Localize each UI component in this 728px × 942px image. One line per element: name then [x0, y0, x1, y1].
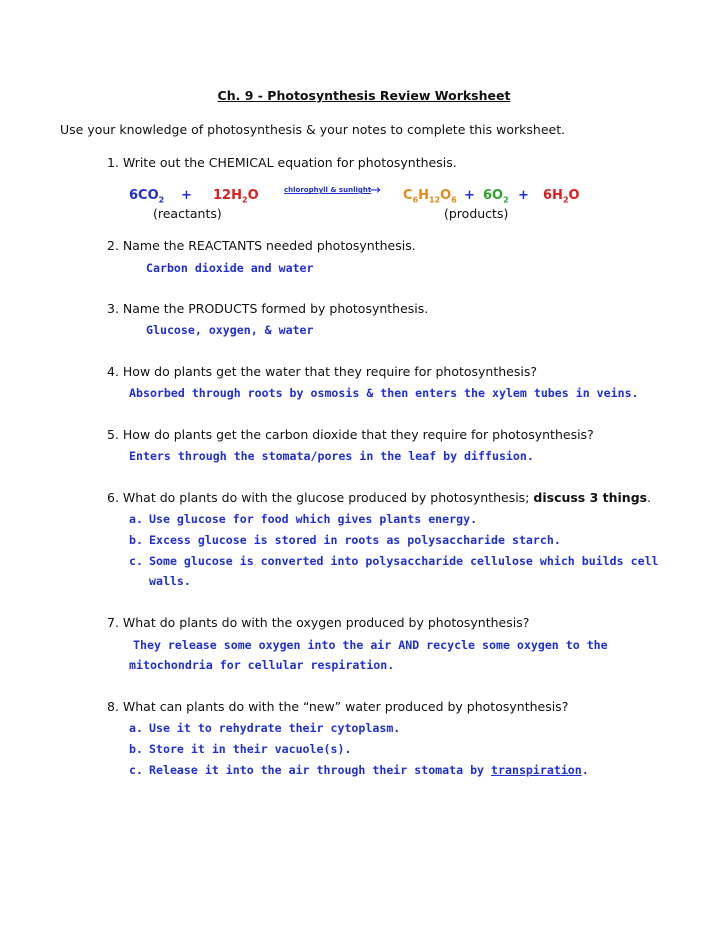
equation-plus-2: +	[464, 188, 475, 203]
answer-8a: a. Use it to rehydrate their cytoplasm.	[129, 721, 401, 735]
question-1: 1. Write out the CHEMICAL equation for photosynthesis.	[107, 155, 457, 170]
question-8: 8. What can plants do with the “new” water produced by photosynthesis?	[107, 699, 569, 714]
answer-6c: c. Some glucose is converted into polysaccharide cellulose which builds cell	[129, 554, 659, 568]
answer-4: Absorbed through roots by osmosis & then enters the xylem tubes in veins.	[129, 386, 639, 400]
products-label: (products)	[444, 206, 509, 221]
equation-h2o-product: $6H_2O$	[543, 188, 580, 205]
question-3: 3. Name the PRODUCTS formed by photosynthesis.	[107, 301, 429, 316]
answer-7-line-1: They release some oxygen into the air AND recycle some oxygen to the	[133, 638, 608, 652]
question-7: 7. What do plants do with the oxygen produced by photosynthesis?	[107, 615, 530, 630]
page-title: Ch. 9 - Photosynthesis Review Worksheet	[217, 88, 511, 103]
question-5: 5. How do plants get the carbon dioxide that they require for photosynthesis?	[107, 427, 594, 442]
answer-6b: b. Excess glucose is stored in roots as polysaccharide starch.	[129, 533, 561, 547]
answer-8c: c. Release it into the air through their stomata by transpiration.	[129, 763, 589, 777]
equation-o2: $6O_2$	[483, 188, 509, 205]
answer-7-line-2: mitochondria for cellular respiration.	[129, 658, 395, 672]
question-2: 2. Name the REACTANTS needed photosynthesis.	[107, 238, 416, 253]
equation-plus-1: +	[181, 188, 192, 203]
question-6-emphasis: discuss 3 things	[533, 490, 648, 505]
answer-2: Carbon dioxide and water	[146, 261, 314, 275]
reactants-label: (reactants)	[153, 206, 222, 221]
arrow-right-icon: →	[370, 183, 381, 198]
answer-6c-continued: walls.	[149, 574, 191, 588]
answer-3: Glucose, oxygen, & water	[146, 323, 314, 337]
question-6: 6. What do plants do with the glucose produced by photosynthesis; discuss 3 things.	[107, 490, 652, 505]
equation-arrow-label: chlorophyll & sunlight	[284, 186, 372, 194]
question-4: 4. How do plants get the water that they require for photosynthesis?	[107, 364, 537, 379]
transpiration-term: transpiration	[491, 763, 582, 777]
answer-6a: a. Use glucose for food which gives plants energy.	[129, 512, 478, 526]
equation-co2: $6CO_2$	[129, 188, 165, 205]
intro-text: Use your knowledge of photosynthesis & your notes to complete this worksheet.	[60, 122, 566, 137]
equation-glucose: $C_6H_{12}O_6$	[403, 188, 457, 205]
equation-plus-3: +	[518, 188, 529, 203]
equation-h2o: $12H_2O$	[213, 188, 259, 205]
answer-5: Enters through the stomata/pores in the leaf by diffusion.	[129, 449, 534, 463]
answer-8b: b. Store it in their vacuole(s).	[129, 742, 352, 756]
